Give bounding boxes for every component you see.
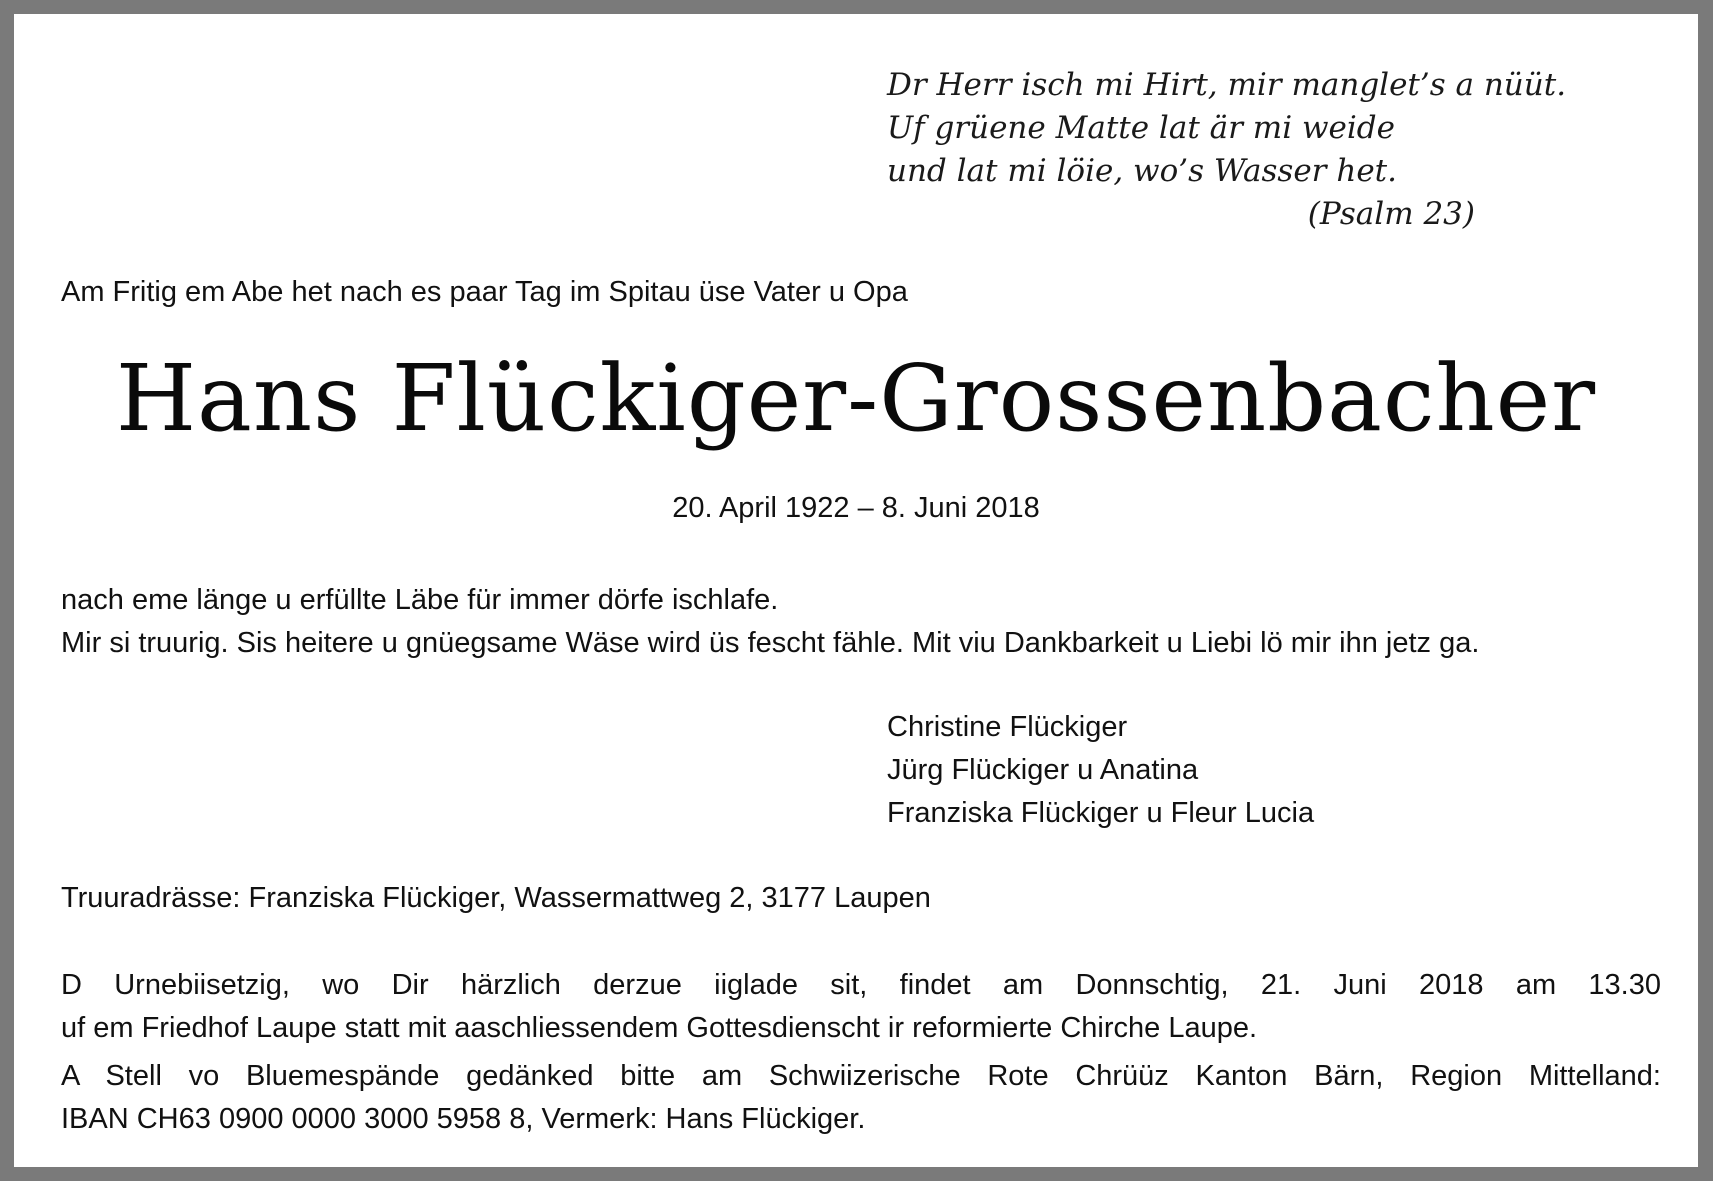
psalm-quote bbox=[887, 64, 1567, 236]
psalm-line: Uf grüene Matte lat är mi weide bbox=[887, 110, 1395, 146]
funeral-line: uf em Friedhof Laupe statt mit aaschliessendem Gottesdienscht ir reformierte Chirche Laupe. bbox=[61, 1012, 1258, 1044]
message-text bbox=[61, 579, 1479, 665]
psalm-reference: (Psalm 23) bbox=[1307, 196, 1475, 232]
funeral-line: D Urnebiisetzig, wo Dir härzlich derzue iiglade sit, findet am Donnschtig, 21. Juni 2018 am 13.30 bbox=[61, 969, 1661, 1001]
psalm-line: Dr Herr isch mi Hirt, mir manglet’s a nüüt. bbox=[887, 67, 1567, 103]
funeral-info bbox=[61, 964, 1661, 1050]
message-line: Mir si truurig. Sis heitere u gnüegsame Wäse wird üs fescht fähle. Mit viu Dankbarkeit u Liebi lö mir ihn jetz ga. bbox=[61, 627, 1480, 659]
message-line: nach eme länge u erfüllte Läbe für immer dörfe ischlafe. bbox=[61, 584, 779, 616]
donation-line: IBAN CH63 0900 0000 3000 5958 8, Vermerk: Hans Flückiger. bbox=[61, 1103, 866, 1135]
signer-name: Franziska Flückiger u Fleur Lucia bbox=[887, 797, 1315, 829]
intro-text: Am Fritig em Abe het nach es paar Tag im Spitau üse Vater u Opa bbox=[61, 276, 908, 308]
mourning-address: Truuradrässe: Franziska Flückiger, Wassermattweg 2, 3177 Laupen bbox=[61, 882, 931, 914]
deceased-name: Hans Flückiger-Grossenbacher bbox=[115, 345, 1597, 452]
donation-line: A Stell vo Bluemespände gedänked bitte am Schwiizerische Rote Chrüüz Kanton Bärn, Region Mittelland: bbox=[61, 1060, 1661, 1092]
psalm-line: und lat mi löie, wo’s Wasser het. bbox=[887, 153, 1397, 189]
signer-name: Christine Flückiger bbox=[887, 711, 1128, 743]
signer-name: Jürg Flückiger u Anatina bbox=[887, 754, 1199, 786]
donation-info bbox=[61, 1055, 1661, 1141]
obituary-notice bbox=[14, 14, 1698, 1167]
life-dates: 20. April 1922 – 8. Juni 2018 bbox=[672, 492, 1040, 524]
signers-list bbox=[887, 706, 1314, 835]
